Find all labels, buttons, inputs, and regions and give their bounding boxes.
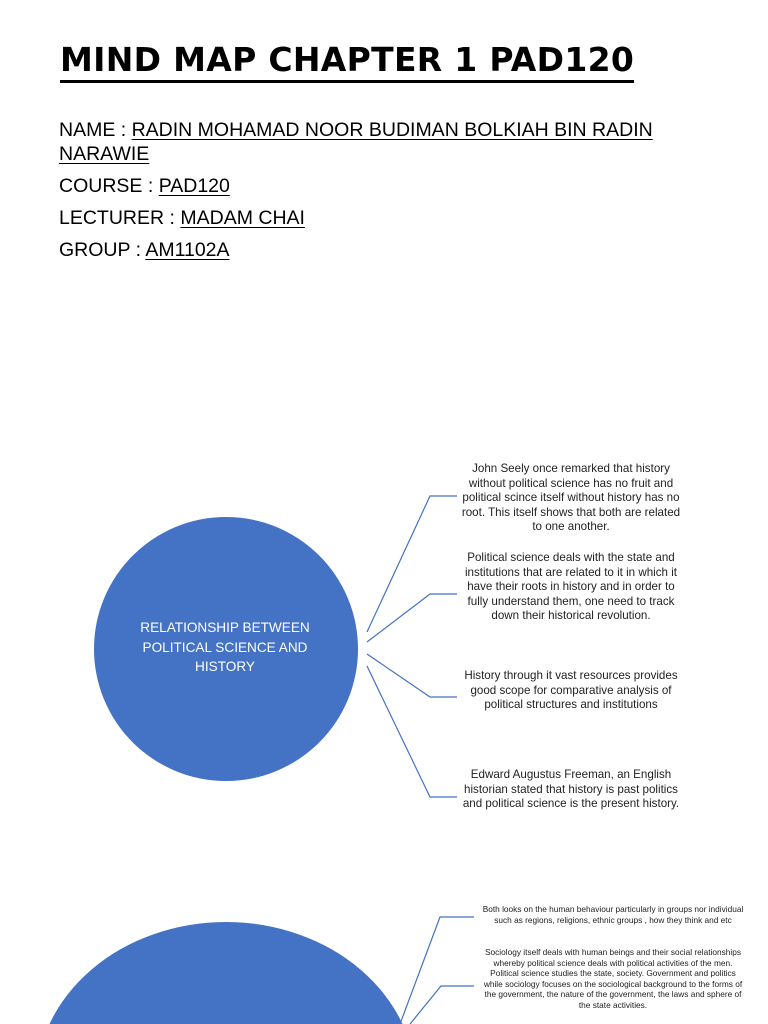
branch-text-2: Political science deals with the state and institutions that are related to it in which it have their roots in history and in order to fully understand them, one need to track down their historical revolution.: [464, 551, 678, 622]
lecturer-label: LECTURER :: [59, 207, 181, 229]
name-label: NAME :: [59, 119, 132, 141]
connector-3: [367, 654, 457, 697]
connector-6: [410, 986, 474, 1024]
branch-text-6: Sociology itself deals with human beings and their social relationships whereby political science deals with political activities of the men. Political science studies the state, society. Government and politics while sociology focuses on the sociological background to the forms of the government, the nature of the government, the laws and sphere of the state activities.: [483, 947, 743, 1010]
group-value: AM1102A: [145, 239, 230, 261]
connector-4: [367, 666, 457, 797]
center-circle-sociology: [36, 922, 416, 1024]
connector-1: [367, 496, 457, 632]
connector-2: [367, 594, 457, 642]
course-value: PAD120: [158, 175, 230, 197]
name-value-line2: NARAWIE: [59, 143, 150, 165]
lecturer-value: MADAM CHAI: [180, 207, 305, 229]
name-value-line1: RADIN MOHAMAD NOOR BUDIMAN BOLKIAH BIN RADIN: [131, 119, 653, 141]
connector-5: [400, 917, 474, 1024]
course-label: COURSE :: [59, 175, 159, 197]
branch-text-4: Edward Augustus Freeman, an English historian stated that history is past politics and political science is the present history.: [462, 768, 680, 810]
branch-text-1: John Seely once remarked that history without political science has no fruit and political scince itself without history has no root. This itself shows that both are related to one another.: [461, 462, 681, 533]
center-label-history: RELATIONSHIP BETWEEN POLITICAL SCIENCE AND HISTORY: [140, 620, 310, 674]
group-label: GROUP :: [59, 239, 146, 261]
page-title: MIND MAP CHAPTER 1 PAD120: [60, 40, 634, 83]
branch-text-3: History through it vast resources provides good scope for comparative analysis of political structures and institutions: [464, 669, 678, 711]
branch-text-5: Both looks on the human behaviour particularly in groups nor individual such as regions, religions, ethnic groups , how they think and etc: [482, 904, 744, 925]
